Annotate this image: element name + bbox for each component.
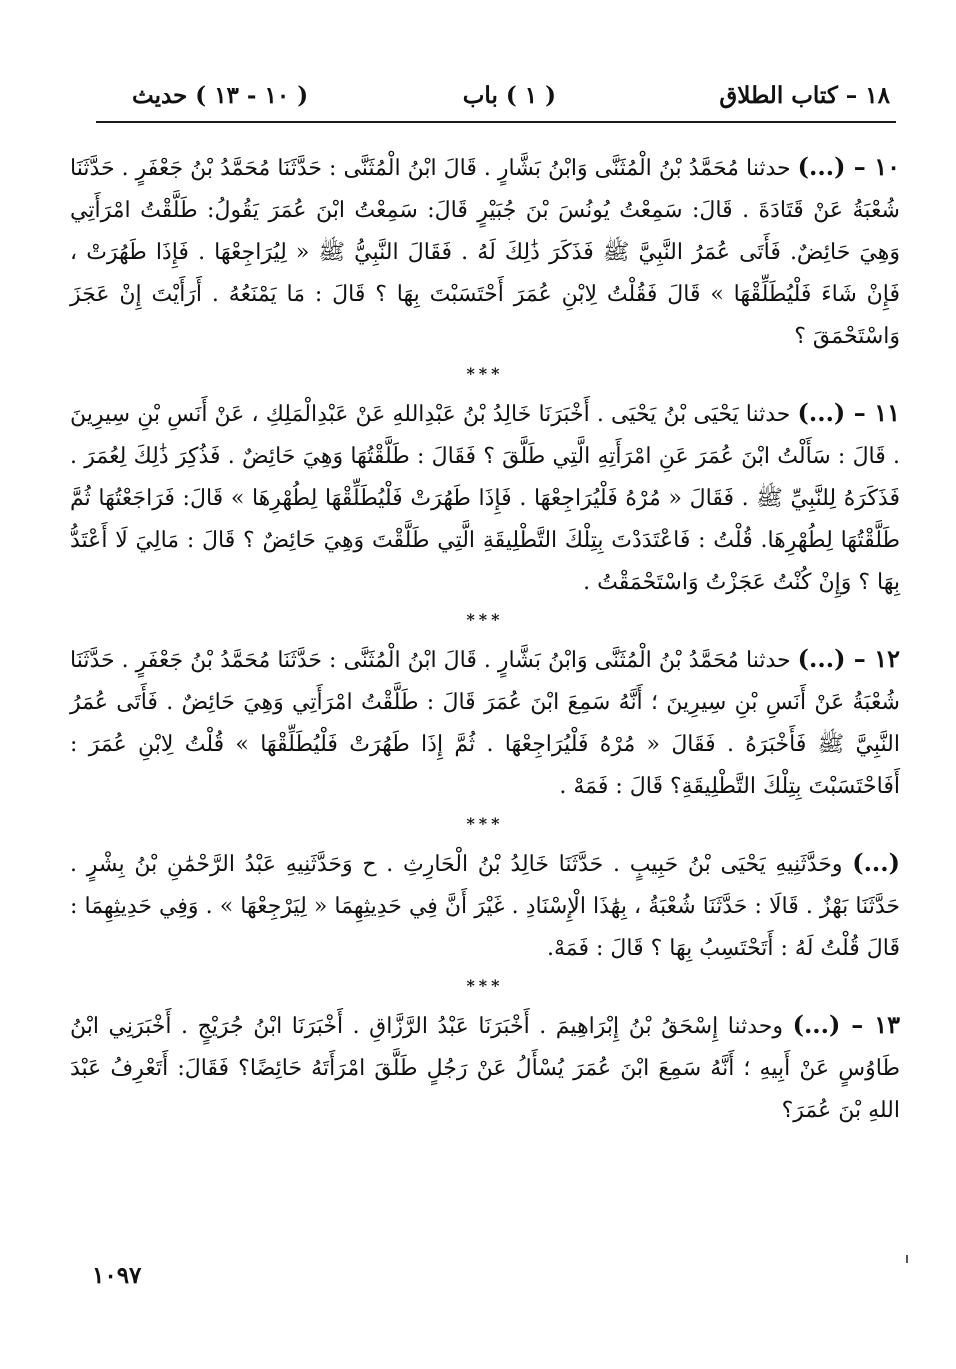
hadith-paragraph [70, 1004, 900, 1132]
hadith-text: وحَدَّثَنِيهِ يَحْيَى بْنُ حَبِيبٍ . حَدَّثَنَا خَالِدُ بْنُ الْحَارِثِ . ح وَحَدَّثَنِيهِ عَبْدُ الرَّحْمَٰنِ بْنُ بِشْرٍ . حَدَّثَنَا بَهْزٌ . قَالَا : حَدَّثَنَا شُعْبَةُ ، بِهَٰذَا الْإِسْنَادِ . غَيْرَ أَنَّ فِي حَدِيثِهِمَا « لِيَرْجِعْهَا » . وَفِي حَدِيثِهِمَا : قَالَ قُلْتُ لَهُ : أَتَحْتَسِبُ بِهَا ؟ قَالَ : فَمَهْ. [70, 852, 900, 961]
hadith-paragraph [70, 392, 900, 604]
hadith-text: حدثنا يَحْيَى بْنُ يَحْيَى . أَخْبَرَنَا خَالِدُ بْنُ عَبْدِاللهِ عَنْ عَبْدِالْمَلِكِ ، عَنْ أَنَسِ بْنِ سِيرِينَ . قَالَ : سَأَلْتُ ابْنَ عُمَرَ عَنِ امْرَأَتِهِ الَّتِي طَلَّقَ ؟ فَقَالَ : طَلَّقْتُهَا وَهِيَ حَائِضٌ . فَذُكِرَ ذَٰلِكَ لِعُمَرَ . فَذَكَرَهُ لِلنَّبِيِّ ﷺ . فَقَالَ « مُرْهُ فَلْيُرَاجِعْهَا . فَإِذَا طَهُرَتْ فَلْيُطَلِّقْهَا لِطُهْرِهَا » قَالَ: فَرَاجَعْتُهَا ثُمَّ طَلَّقْتُهَا لِطُهْرِهَا. قُلْتُ : فَاعْتَدَدْتَ بِتِلْكَ التَّطْلِيقَةِ الَّتِي طَلَّقْتَ وَهِيَ حَائِضٌ ؟ قَالَ : مَالِيَ لَا أَعْتَدُّ بِهَا ؟ وَإِنْ كُنْتُ عَجَزْتُ وَاسْتَحْمَقْتُ . [70, 402, 900, 595]
running-header [94, 78, 896, 118]
hadith-number: ١١ – (...) [797, 398, 900, 427]
section-divider: *** [466, 976, 504, 995]
hadith-number: ١٢ – (...) [797, 644, 900, 673]
header-book-title: ١٨ – كتاب الطلاق [719, 82, 890, 109]
hadith-number: ١٣ – (...) [792, 1010, 900, 1039]
hadith-paragraph [70, 638, 900, 808]
main-text [70, 146, 900, 1132]
hadith-text: وحدثنا إِسْحَقُ بْنُ إِبْرَاهِيمَ . أَخْبَرَنَا عَبْدُ الرَّزَّاقِ . أَخْبَرَنَا ابْنُ جُرَيْجٍ . أَخْبَرَنِي ابْنُ طَاوُسٍ عَنْ أَبِيهِ ؛ أَنَّهُ سَمِعَ ابْنَ عُمَرَ يُسْأَلُ عَنْ رَجُلٍ طَلَّقَ امْرَأَتَهُ حَائِضًا؟ فَقَالَ: أَتَعْرِفُ عَبْدَ اللهِ بْنَ عُمَرَ؟ [70, 1014, 900, 1123]
hadith-text: حدثنا مُحَمَّدُ بْنُ الْمُثَنَّى وَابْنُ بَشَّارٍ . قَالَ ابْنُ الْمُثَنَّى : حَدَّثَنَا مُحَمَّدُ بْنُ جَعْفَرٍ . حَدَّثَنَا شُعْبَةُ عَنْ أَنَسِ بْنِ سِيرِينَ ؛ أَنَّهُ سَمِعَ ابْنَ عُمَرَ قَالَ : طَلَّقْتُ امْرَأَتِي وَهِيَ حَائِضٌ . فَأَتَى عُمَرُ النَّبِيَّ ﷺ فَأَخْبَرَهُ . فَقَالَ « مُرْهُ فَلْيُرَاجِعْهَا . ثُمَّ إِذَا طَهُرَتْ فَلْيُطَلِّقْهَا » قُلْتُ لِابْنِ عُمَرَ : أَفَاحْتَسَبْتَ بِتِلْكَ التَّطْلِيقَةِ؟ قَالَ : فَمَهْ . [70, 648, 900, 799]
section-divider: *** [466, 364, 504, 383]
header-hadith-range: ( ١٠ - ١٣ ) حديث [132, 82, 309, 109]
hadith-number: ١٠ – (...) [797, 152, 900, 181]
hadith-paragraph [70, 842, 900, 970]
section-divider: *** [466, 814, 504, 833]
header-chapter: ( ١ ) باب [462, 82, 556, 109]
page-number: ١٠٩٧ [92, 1262, 142, 1289]
hadith-text: حدثنا مُحَمَّدُ بْنُ الْمُثَنَّى وَابْنُ بَشَّارٍ . قَالَ ابْنُ الْمُثَنَّى : حَدَّثَنَا مُحَمَّدُ بْنُ جَعْفَرٍ . حَدَّثَنَا شُعْبَةُ عَنْ قَتَادَةَ . قَالَ: سَمِعْتُ يُونُسَ بْنَ جُبَيْرٍ قَالَ: سَمِعْتُ ابْنَ عُمَرَ يَقُولُ: طَلَّقْتُ امْرَأَتِي وَهِيَ حَائِضٌ. فَأَتَى عُمَرُ النَّبِيَّ ﷺ فَذَكَرَ ذَٰلِكَ لَهُ . فَقَالَ النَّبِيُّ ﷺ « لِيُرَاجِعْهَا . فَإِذَا طَهُرَتْ ، فَإِنْ شَاءَ فَلْيُطَلِّقْهَا » قَالَ فَقُلْتُ لِابْنِ عُمَرَ أَحْتَسَبْتَ بِهَا ؟ قَالَ : مَا يَمْنَعُهُ . أَرَأَيْتَ إِنْ عَجَزَ وَاسْتَحْمَقَ ؟ [70, 156, 900, 349]
hadith-paragraph [70, 146, 900, 358]
section-divider: *** [466, 610, 504, 629]
hadith-number: (...) [852, 848, 900, 877]
header-rule [96, 121, 896, 123]
margin-mark [906, 1255, 908, 1263]
